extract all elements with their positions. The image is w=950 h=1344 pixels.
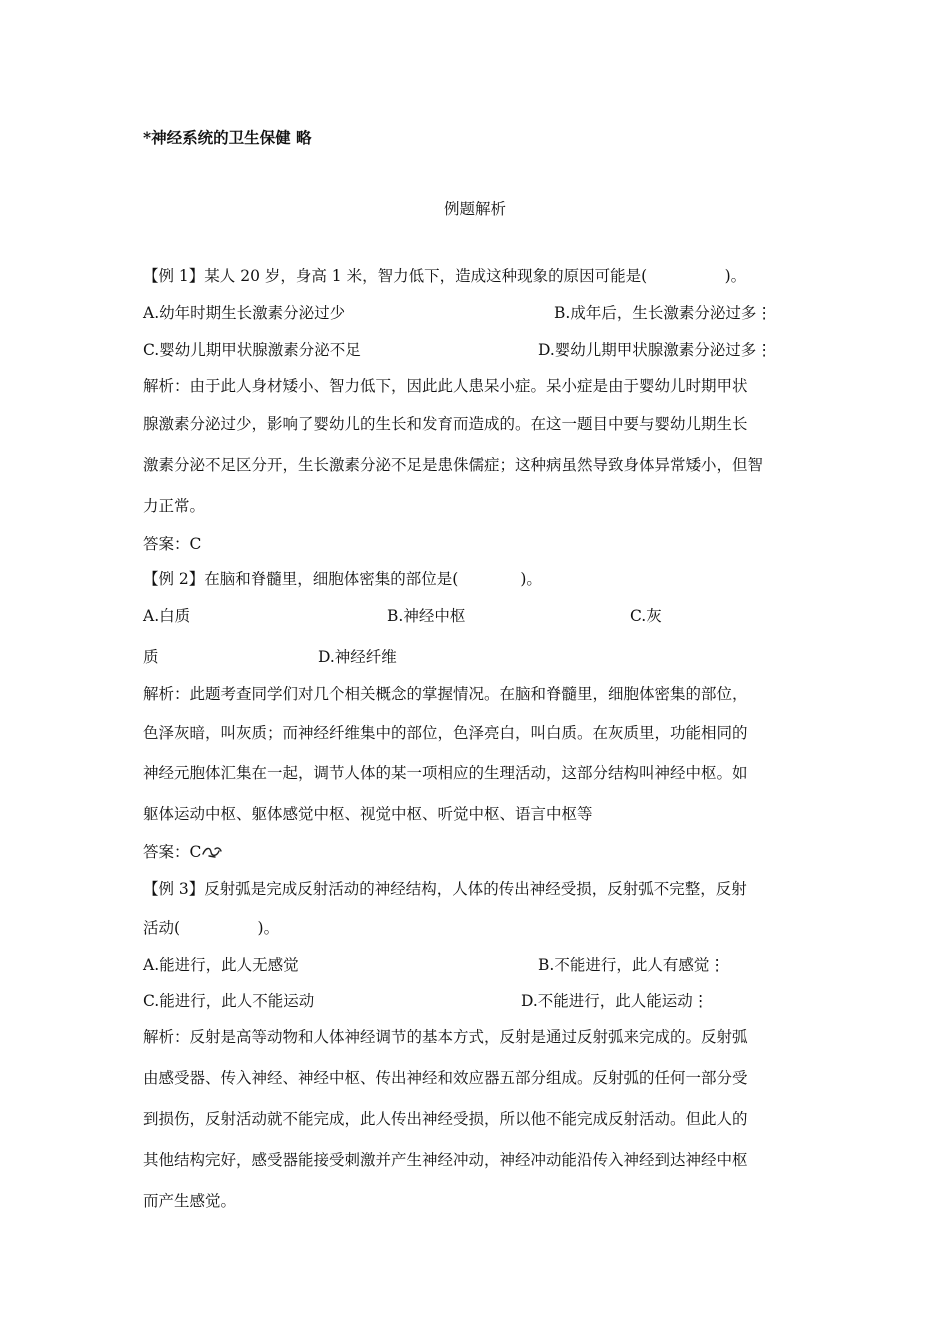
ex2-analysis-line: 色泽灰暗，叫灰质；而神经纤维集中的部位，色泽亮白，叫白质。在灰质里，功能相同的 [143, 724, 748, 742]
ellipsis-mark-icon: ⋮ [756, 304, 772, 322]
ex1-analysis-line: 力正常。 [143, 497, 206, 515]
ex2-option-c-continued: 质 [143, 648, 159, 666]
ex2-question: 【例 2】在脑和脊髓里，细胞体密集的部位是( )。 [143, 570, 542, 588]
ex3-option-d: D.不能进行，此人能运动⋮ [521, 992, 709, 1010]
ex1-option-b: B.成年后，生长激素分泌过多⋮ [554, 304, 772, 322]
ex3-analysis-line: 解析：反射是高等动物和人体神经调节的基本方式，反射是通过反射弧来完成的。反射弧 [143, 1028, 748, 1046]
ex1-question: 【例 1】某人 20 岁，身高 1 米，智力低下，造成这种现象的原因可能是( )。 [143, 267, 747, 285]
ex3-analysis-line: 其他结构完好，感受器能接受刺激并产生神经冲动，神经冲动能沿传入神经到达神经中枢 [143, 1151, 748, 1169]
ex1-analysis-line: 激素分泌不足区分开，生长激素分泌不足是患侏儒症；这种病虽然导致身体异常矮小，但智 [143, 456, 764, 474]
ex1-answer: 答案：C [143, 535, 202, 553]
ex3-option-b: B.不能进行，此人有感觉⋮ [538, 956, 725, 974]
ex3-option-a: A.能进行，此人无感觉 [143, 956, 299, 974]
ex3-question: 【例 3】反射弧是完成反射活动的神经结构，人体的传出神经受损，反射弧不完整，反射 [143, 880, 747, 898]
ex1-option-a: A.幼年时期生长激素分泌过少 [143, 304, 346, 322]
page-subtitle: 例题解析 [443, 200, 506, 218]
ex1-analysis-line: 腺激素分泌过少，影响了婴幼儿的生长和发育而造成的。在这一题目中要与婴幼儿期生长 [143, 415, 748, 433]
ex3-analysis-line: 到损伤，反射活动就不能完成，此人传出神经受损，所以他不能完成反射活动。但此人的 [143, 1110, 748, 1128]
ex2-analysis-line: 解析：此题考查同学们对几个相关概念的掌握情况。在脑和脊髓里，细胞体密集的部位， [143, 685, 748, 703]
ex1-option-c: C.婴幼儿期甲状腺激素分泌不足 [143, 341, 361, 359]
ellipsis-mark-icon: ⋮ [692, 992, 709, 1010]
ex2-analysis-line: 躯体运动中枢、躯体感觉中枢、视觉中枢、听觉中枢、语言中枢等 [143, 805, 593, 823]
section-title: *神经系统的卫生保健 略 [143, 128, 312, 147]
ellipsis-mark-icon: ⋮ [709, 956, 725, 974]
ex2-option-a: A.白质 [143, 607, 191, 625]
ex1-analysis-line: 解析：由于此人身材矮小、智力低下，因此此人患呆小症。呆小症是由于婴幼儿时期甲状 [143, 377, 748, 395]
ex2-analysis-line: 神经元胞体汇集在一起，调节人体的某一项相应的生理活动，这部分结构叫神经中枢。如 [143, 764, 748, 782]
ex3-option-c: C.能进行，此人不能运动 [143, 992, 315, 1010]
scribble-mark-icon [201, 845, 223, 859]
ex3-analysis-line: 而产生感觉。 [143, 1192, 237, 1210]
ex2-option-b: B.神经中枢 [387, 607, 466, 625]
ex1-option-d: D.婴幼儿期甲状腺激素分泌过多⋮ [538, 341, 772, 359]
ex2-option-c: C.灰 [630, 607, 662, 625]
ex2-option-d: D.神经纤维 [318, 648, 397, 666]
ellipsis-mark-icon: ⋮ [756, 341, 772, 359]
ex2-answer: 答案：C [143, 842, 223, 862]
ex3-question-continued: 活动( )。 [143, 919, 280, 937]
ex3-analysis-line: 由感受器、传入神经、神经中枢、传出神经和效应器五部分组成。反射弧的任何一部分受 [143, 1069, 748, 1087]
